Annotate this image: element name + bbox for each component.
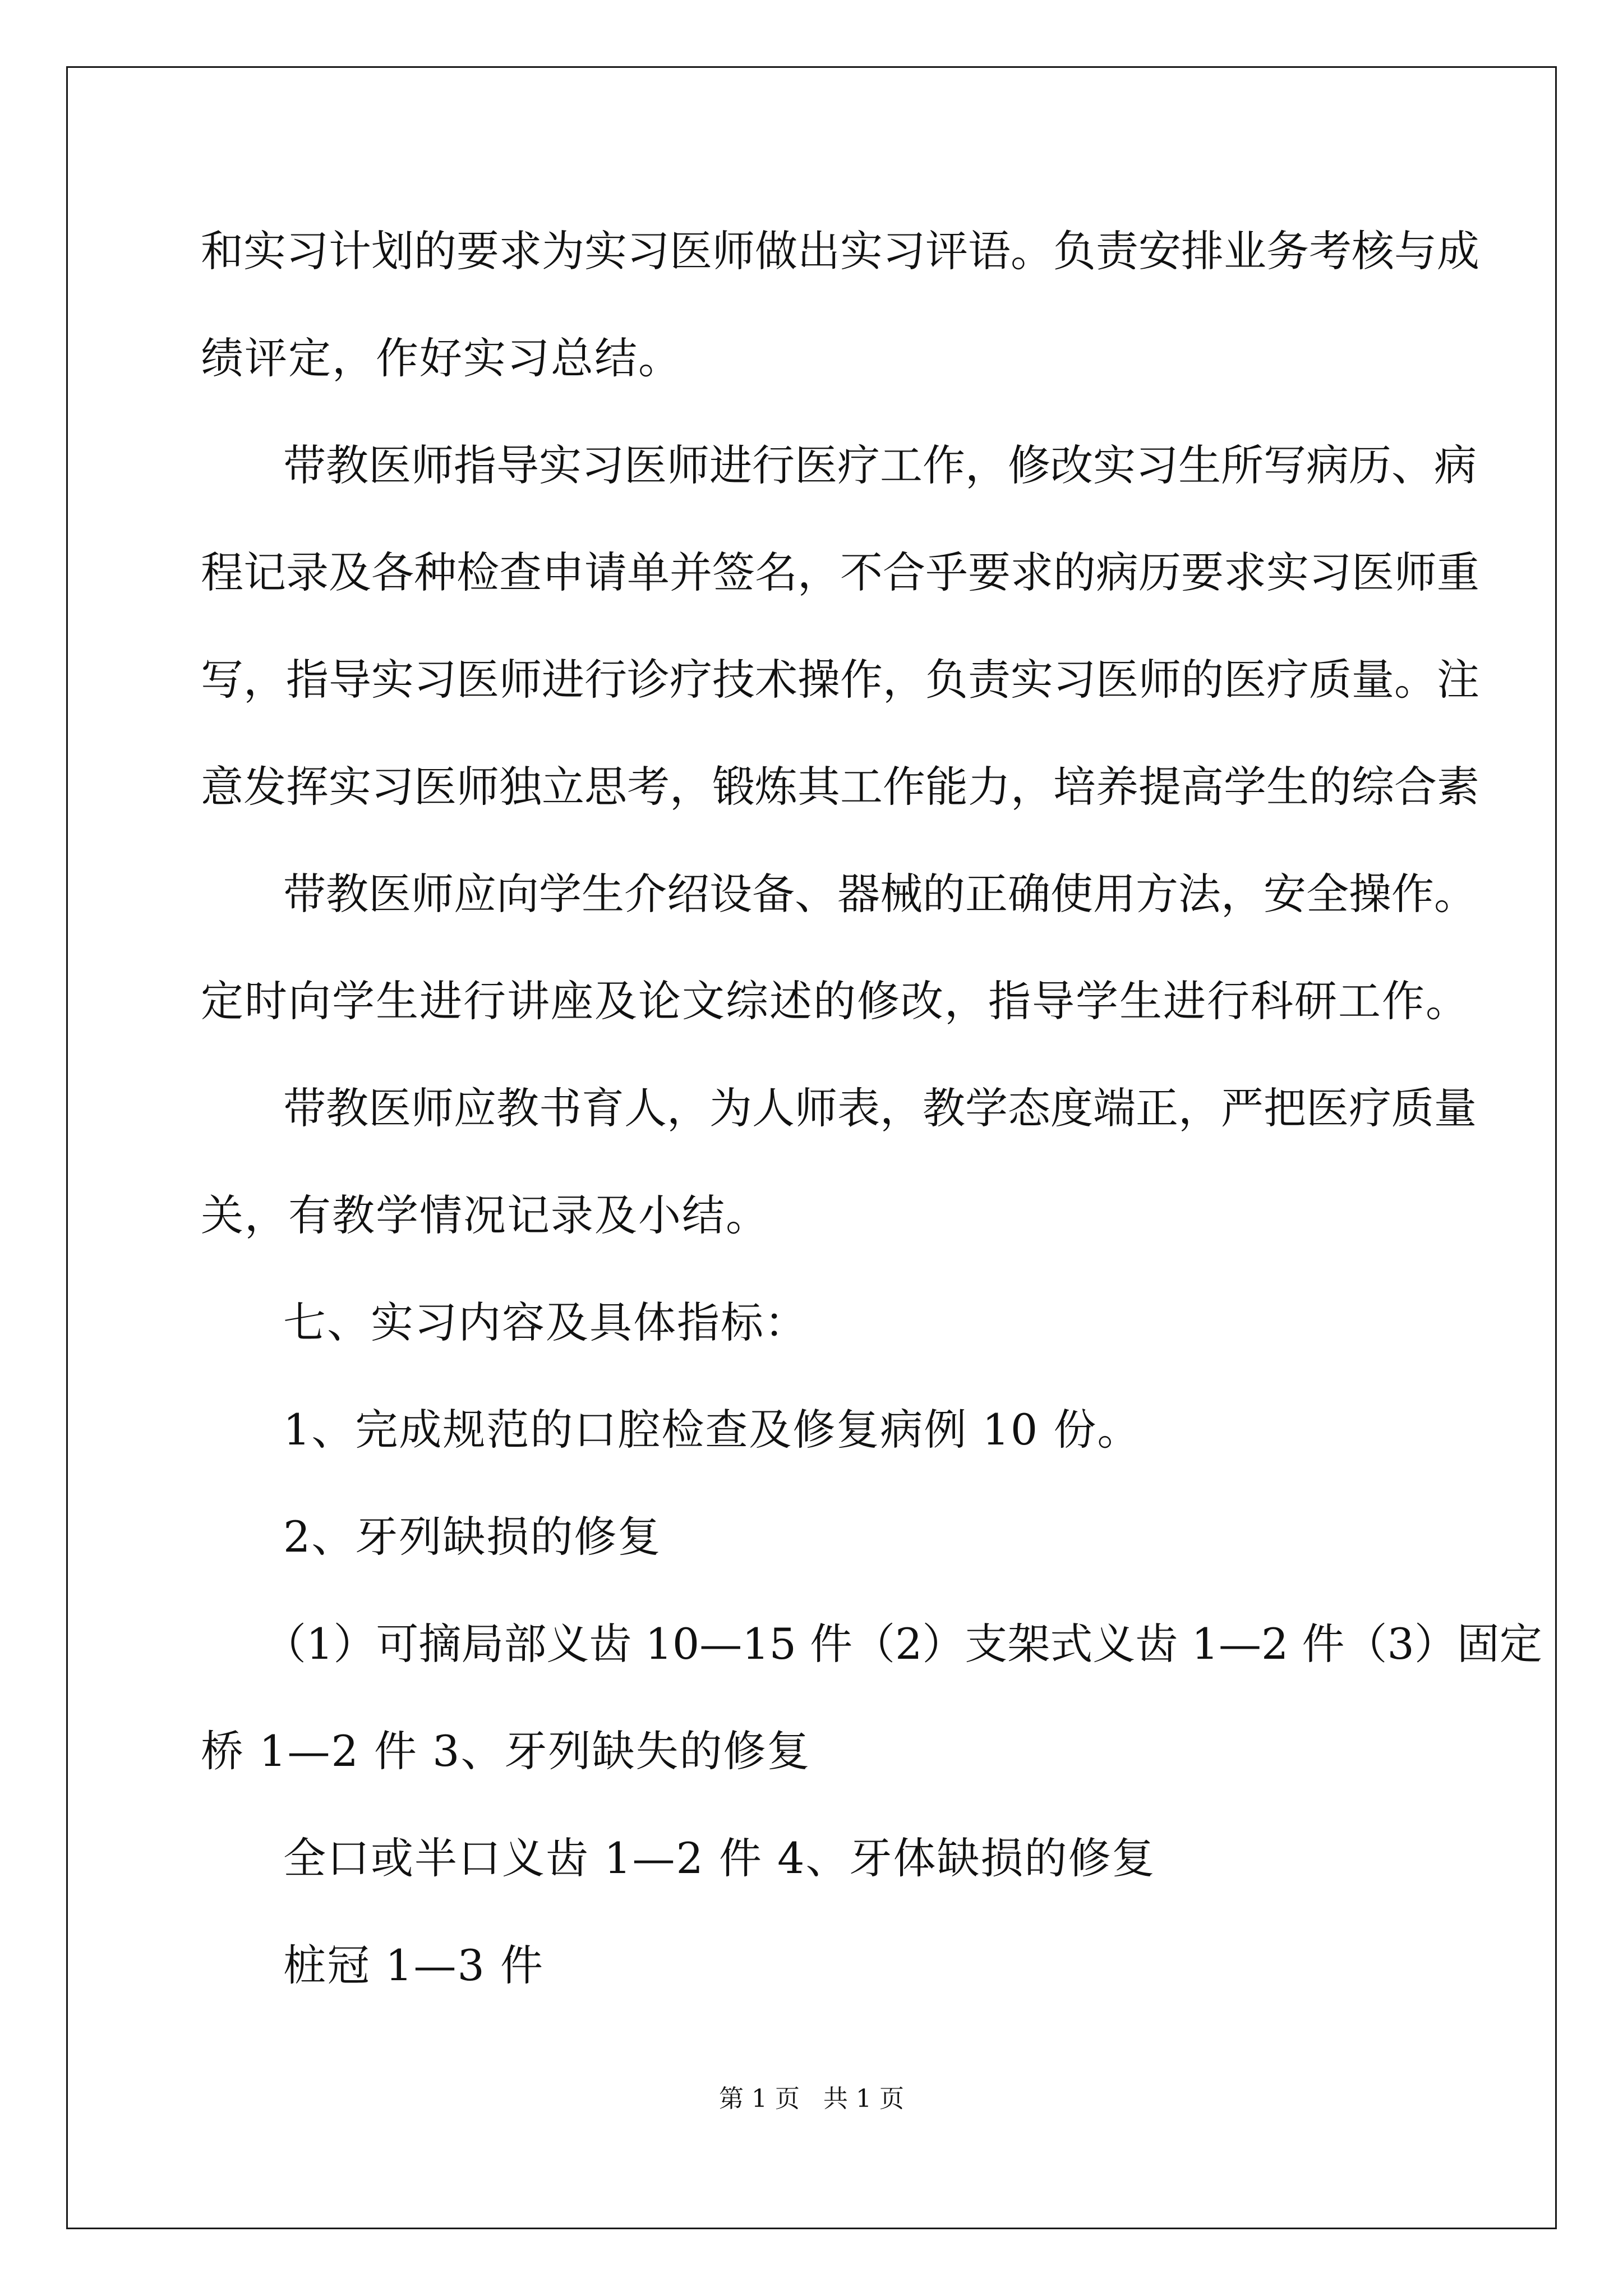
list-item: 1、完成规范的口腔检查及修复病例 10 份。 [283, 1405, 1141, 1455]
text-line: 绩评定，作好实习总结。 [201, 333, 682, 383]
text-line: 和实习计划的要求为实习医师做出实习评语。负责安排业务考核与成 [201, 226, 1479, 276]
text-line: 桩冠 1—3 件 [283, 1940, 545, 1990]
page-border [66, 66, 1557, 2229]
text-line: 带教医师指导实习医师进行医疗工作，修改实习生所写病历、病 [283, 440, 1477, 490]
text-line: 意发挥实习医师独立思考，锻炼其工作能力，培养提高学生的综合素 [201, 762, 1479, 812]
section-heading: 七、实习内容及具体指标： [283, 1297, 808, 1347]
text-line: 写，指导实习医师进行诊疗技术操作，负责实习医师的医疗质量。注 [201, 655, 1479, 705]
text-line: 带教医师应向学生介绍设备、器械的正确使用方法，安全操作。 [283, 869, 1477, 919]
text-line: 关，有教学情况记录及小结。 [201, 1190, 769, 1240]
list-item: （1）可摘局部义齿 10—15 件（2）支架式义齿 1—2 件（3）固定 [264, 1619, 1542, 1669]
text-line: 程记录及各种检查申请单并签名，不合乎要求的病历要求实习医师重 [201, 547, 1479, 597]
text-line: 带教医师应教书育人，为人师表，教学态度端正，严把医疗质量 [283, 1083, 1477, 1133]
text-line: 桥 1—2 件 3、牙列缺失的修复 [201, 1726, 811, 1776]
page-footer: 第 1 页 共 1 页 [719, 2085, 904, 2113]
list-item: 2、牙列缺损的修复 [283, 1512, 662, 1562]
list-item: 全口或半口义齿 1—2 件 4、牙体缺损的修复 [283, 1833, 1156, 1883]
text-line: 定时向学生进行讲座及论文综述的修改，指导学生进行科研工作。 [201, 976, 1469, 1026]
